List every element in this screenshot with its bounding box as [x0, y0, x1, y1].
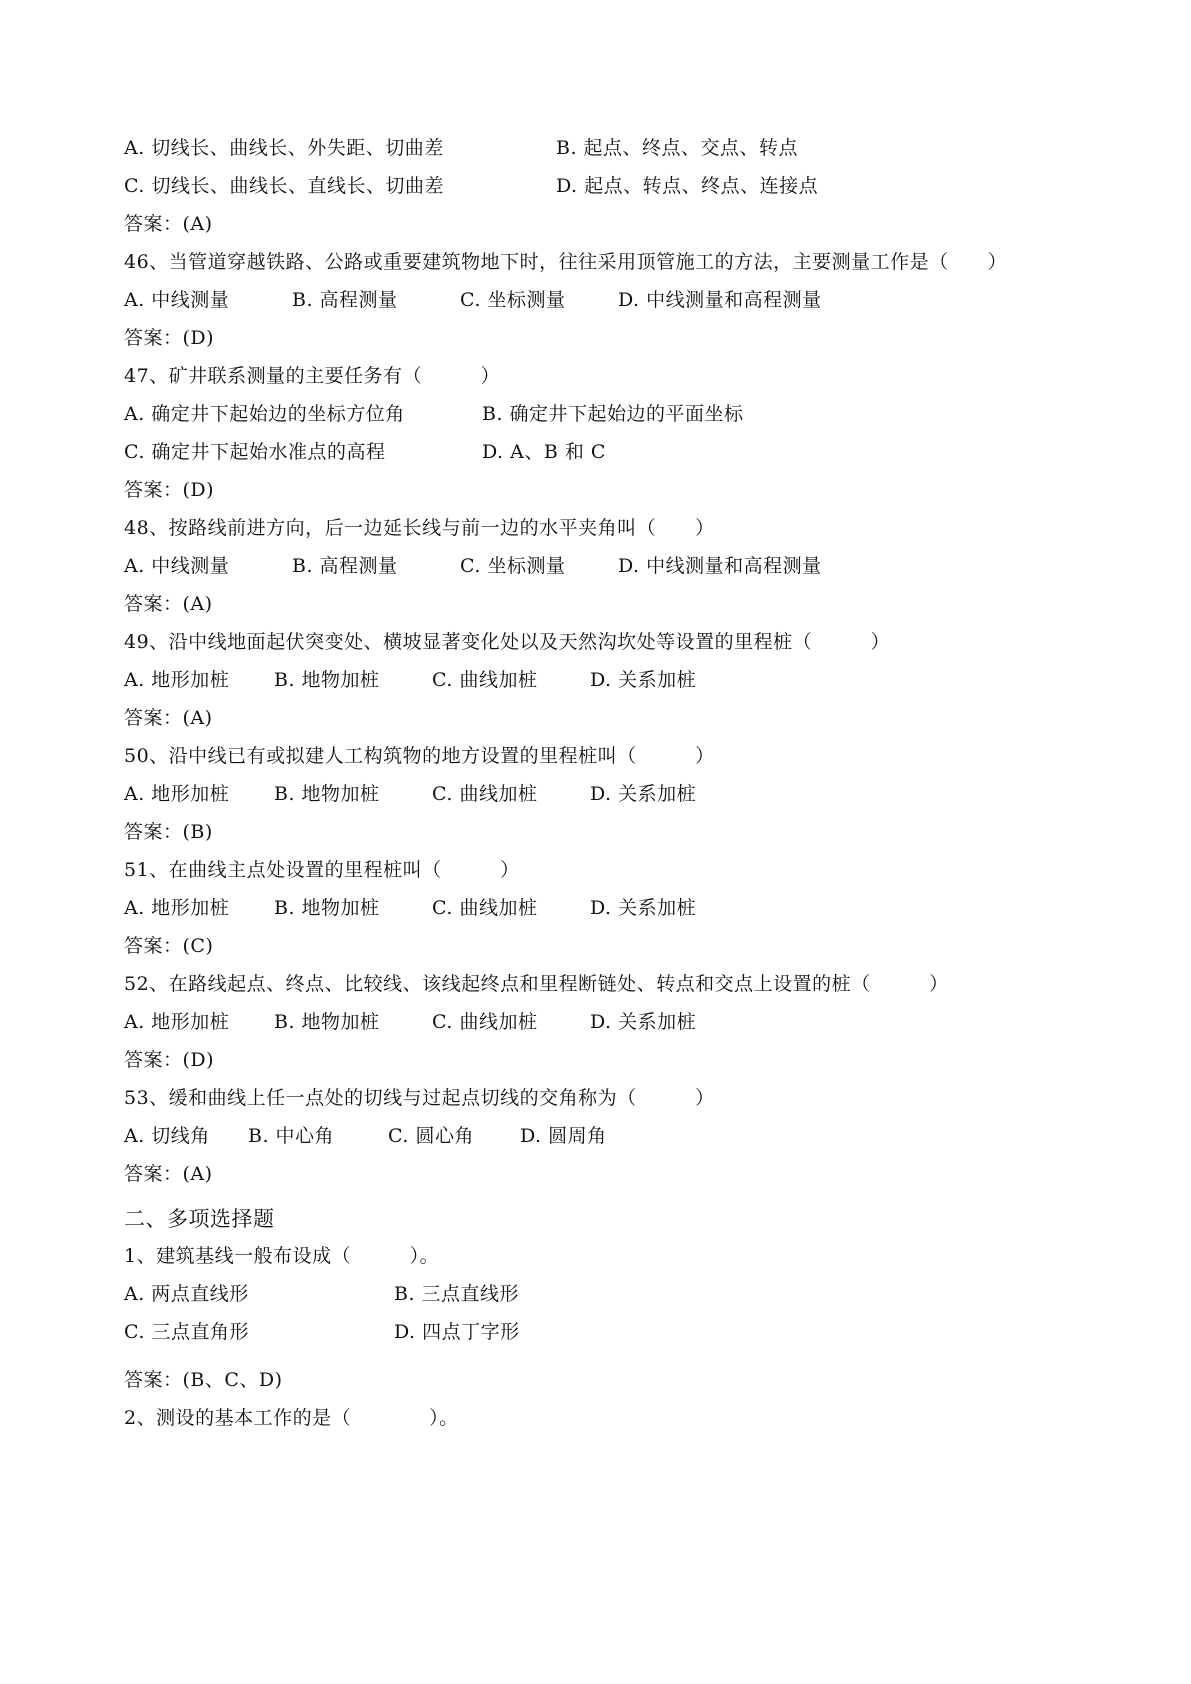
answer-line: 答案：(A) — [124, 707, 213, 729]
question-line: 48、按路线前进方向，后一边延长线与前一边的水平夹角叫（ ） — [124, 517, 715, 539]
answer-line: 答案：(D) — [124, 479, 215, 501]
option: B. 地物加桩 — [274, 897, 380, 919]
option: B. 中心角 — [248, 1125, 335, 1147]
answer-line: 答案：(B、C、D) — [124, 1369, 283, 1391]
option: C. 曲线加桩 — [432, 1011, 538, 1033]
question-line: 53、缓和曲线上任一点处的切线与过起点切线的交角称为（ ） — [124, 1087, 715, 1109]
question-line: 50、沿中线已有或拟建人工构筑物的地方设置的里程桩叫（ ） — [124, 745, 715, 767]
question-line: 46、当管道穿越铁路、公路或重要建筑物地下时，往往采用顶管施工的方法，主要测量工作是（ ） — [124, 251, 1008, 273]
section-heading: 二、多项选择题 — [124, 1207, 275, 1231]
option: A. 地形加桩 — [124, 783, 230, 805]
question-line: 52、在路线起点、终点、比较线、该线起终点和里程断链处、转点和交点上设置的桩（ ） — [124, 973, 949, 995]
option: C. 确定井下起始水准点的高程 — [124, 441, 386, 463]
option: D. 关系加桩 — [590, 669, 697, 691]
option: D. A、B 和 C — [482, 441, 606, 463]
option: C. 切线长、曲线长、直线长、切曲差 — [124, 175, 444, 197]
option: C. 曲线加桩 — [432, 669, 538, 691]
option: C. 圆心角 — [388, 1125, 474, 1147]
question-line: 51、在曲线主点处设置的里程桩叫（ ） — [124, 859, 520, 881]
answer-line: 答案：(D) — [124, 1049, 215, 1071]
option: B. 高程测量 — [292, 289, 398, 311]
option: C. 曲线加桩 — [432, 783, 538, 805]
option: B. 地物加桩 — [274, 1011, 380, 1033]
option: D. 中线测量和高程测量 — [618, 555, 822, 577]
question-line: 49、沿中线地面起伏突变处、横坡显著变化处以及天然沟坎处等设置的里程桩（ ） — [124, 631, 891, 653]
answer-line: 答案：(C) — [124, 935, 214, 957]
option: D. 圆周角 — [520, 1125, 607, 1147]
option: C. 坐标测量 — [460, 555, 566, 577]
option: D. 中线测量和高程测量 — [618, 289, 822, 311]
option: A. 确定井下起始边的坐标方位角 — [124, 403, 405, 425]
option: B. 确定井下起始边的平面坐标 — [482, 403, 744, 425]
answer-line: 答案：(A) — [124, 593, 213, 615]
option: C. 三点直角形 — [124, 1321, 249, 1343]
option: B. 地物加桩 — [274, 669, 380, 691]
option: A. 地形加桩 — [124, 669, 230, 691]
option: C. 曲线加桩 — [432, 897, 538, 919]
option: A. 中线测量 — [124, 289, 230, 311]
answer-line: 答案：(A) — [124, 1163, 213, 1185]
question-line: 47、矿井联系测量的主要任务有（ ） — [124, 365, 501, 387]
option: D. 关系加桩 — [590, 897, 697, 919]
question-line: 2、测设的基本工作的是（ ）。 — [124, 1407, 459, 1429]
option: D. 四点丁字形 — [394, 1321, 520, 1343]
option: B. 高程测量 — [292, 555, 398, 577]
answer-line: 答案：(B) — [124, 821, 213, 843]
question-line: 1、建筑基线一般布设成（ ）。 — [124, 1245, 440, 1267]
option: D. 起点、转点、终点、连接点 — [556, 175, 819, 197]
option: A. 切线角 — [124, 1125, 210, 1147]
option: B. 起点、终点、交点、转点 — [556, 137, 799, 159]
option: A. 地形加桩 — [124, 897, 230, 919]
option: A. 两点直线形 — [124, 1283, 249, 1305]
option: D. 关系加桩 — [590, 783, 697, 805]
answer-line: 答案：(A) — [124, 213, 213, 235]
option: B. 三点直线形 — [394, 1283, 520, 1305]
option: B. 地物加桩 — [274, 783, 380, 805]
answer-line: 答案：(D) — [124, 327, 215, 349]
option: A. 切线长、曲线长、外失距、切曲差 — [124, 137, 444, 159]
option: A. 地形加桩 — [124, 1011, 230, 1033]
option: D. 关系加桩 — [590, 1011, 697, 1033]
option: C. 坐标测量 — [460, 289, 566, 311]
option: A. 中线测量 — [124, 555, 230, 577]
